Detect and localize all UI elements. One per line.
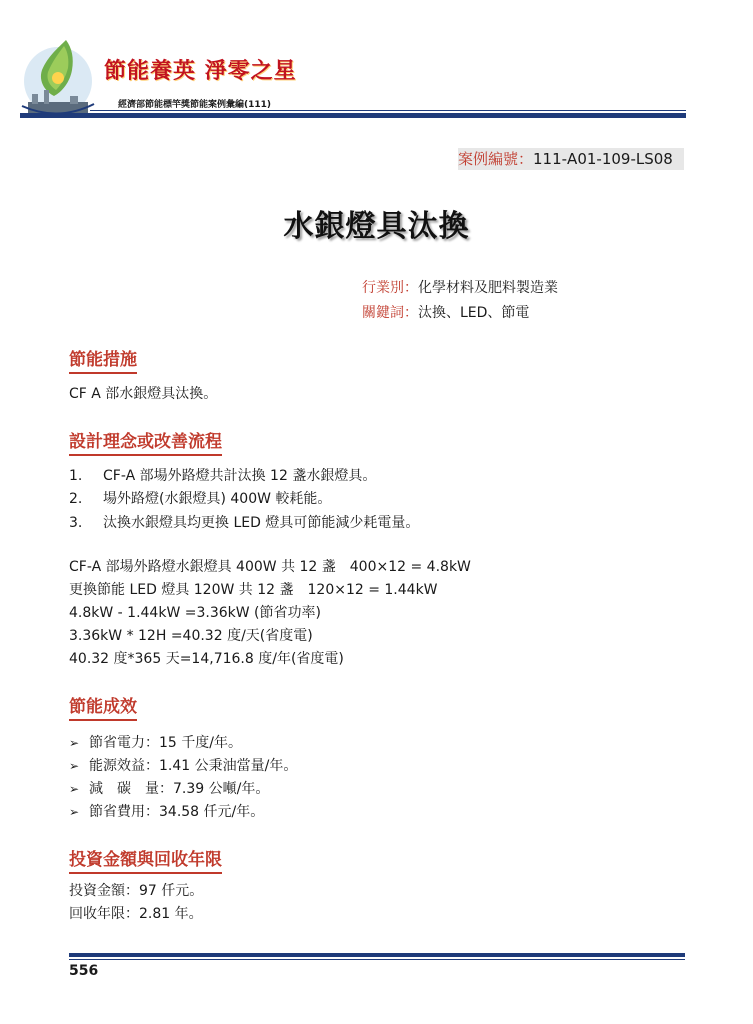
list-item-number: 1. [69,468,83,484]
list-item-number: 3. [69,515,83,531]
footer-rule-thick [69,953,685,957]
list-item [69,488,331,508]
page-number: 556 [69,963,99,979]
case-number [458,148,684,170]
header-rule-thick [20,113,686,118]
list-item-text: 汰換水銀燈具均更換 LED 燈具可節能減少耗電量。 [103,515,420,531]
list-item-number: 2. [69,491,83,507]
keywords-line [362,302,529,322]
calc-line: CF-A 部場外路燈水銀燈具 400W 共 12 盞 400×12 = 4.8kW [69,559,471,575]
list-item-text: 場外路燈(水銀燈具) 400W 較耗能。 [103,491,332,507]
industry-line [362,277,558,297]
list-item [69,512,419,532]
arrow-bullet-icon: ➢ [69,805,80,819]
section-heading-design: 設計理念或改善流程 [69,427,222,456]
arrow-bullet-icon: ➢ [69,782,80,796]
header-rule [90,110,686,111]
result-text: 節省費用：34.58 仟元/年。 [89,804,265,820]
calc-line: 3.36kW * 12H =40.32 度/天(省度電) [69,628,313,644]
list-item [69,465,376,485]
arrow-bullet-icon: ➢ [69,759,80,773]
payback-period: 回收年限：2.81 年。 [69,906,203,922]
list-item-text: CF-A 部場外路燈共計汰換 12 盞水銀燈具。 [103,468,377,484]
case-number-label: 案例編號： [458,150,534,168]
keywords-label: 關鍵詞： [362,305,418,321]
footer-rule [69,959,685,960]
result-text: 節省電力：15 千度/年。 [89,735,242,751]
list-item [69,732,242,752]
calc-line: 40.32 度*365 天=14,716.8 度/年(省度電) [69,651,344,667]
result-text: 減 碳 量：7.39 公噸/年。 [89,781,270,797]
keywords-value: 汰換、LED、節電 [418,305,530,321]
investment-amount: 投資金額：97 仟元。 [69,883,204,899]
page-title: 水銀燈具汰換 [283,209,470,244]
industry-value: 化學材料及肥料製造業 [418,280,558,296]
industry-label: 行業別： [362,280,418,296]
section-heading-results: 節能成效 [69,692,137,721]
measures-text: CF A 部水銀燈具汰換。 [69,386,218,402]
case-number-value: 111-A01-109-LS08 [533,150,673,168]
list-item [69,755,297,775]
calc-line: 4.8kW - 1.44kW =3.36kW (節省功率) [69,605,321,621]
result-text: 能源效益：1.41 公秉油當量/年。 [89,758,298,774]
logo-title: 節能養英 淨零之星 [104,58,297,84]
list-item [69,778,269,798]
calc-line: 更換節能 LED 燈具 120W 共 12 盞 120×12 = 1.44kW [69,582,438,598]
taiwan-globe-logo-icon [18,26,98,126]
arrow-bullet-icon: ➢ [69,736,80,750]
section-heading-measures: 節能措施 [69,345,137,374]
list-item [69,801,264,821]
section-heading-investment: 投資金額與回收年限 [69,845,222,874]
logo-subtitle: 經濟部節能標竿獎節能案例彙編(111) [118,100,272,110]
